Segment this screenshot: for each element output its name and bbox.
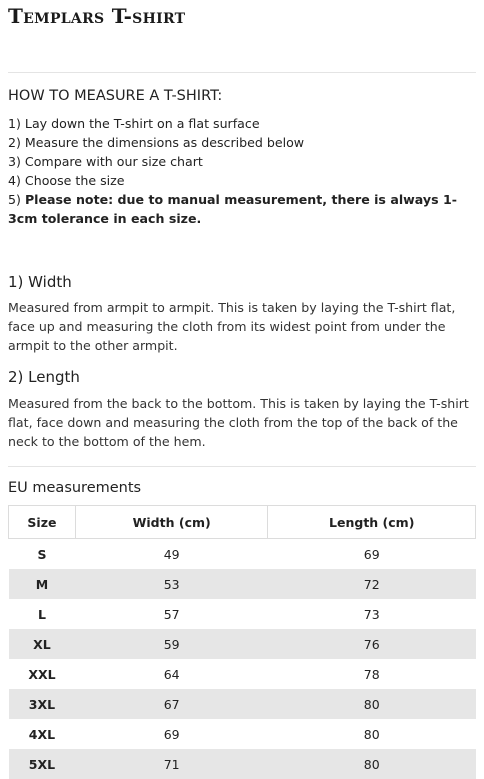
eu-measurements-heading: EU measurements: [8, 480, 142, 496]
cell-size: XL: [9, 629, 76, 659]
steps-list: [8, 114, 470, 228]
table-row: [9, 689, 476, 719]
cell-width: 71: [75, 749, 268, 779]
cell-width: 69: [163, 726, 180, 742]
cell-width: 53: [75, 569, 268, 599]
table-row: [9, 719, 476, 749]
cell-length: 78: [363, 666, 380, 682]
cell-size: L: [37, 606, 46, 622]
cell-length: 69: [363, 546, 380, 562]
cell-length: 76: [268, 629, 476, 659]
header-length: Length (cm): [268, 506, 476, 539]
table-header-row: [9, 506, 476, 539]
table-row: [9, 749, 476, 779]
cell-width: 59: [75, 629, 268, 659]
cell-width: 49: [163, 546, 180, 562]
cell-size: 4XL: [28, 726, 56, 742]
divider: [8, 72, 476, 73]
cell-length: 72: [268, 569, 476, 599]
table-row: [9, 659, 476, 689]
cell-width: 57: [163, 606, 180, 622]
step-item: 3) Compare with our size chart: [8, 154, 203, 169]
cell-width: 67: [75, 689, 268, 719]
how-to-heading: HOW TO MEASURE A T-SHIRT:: [8, 88, 223, 104]
width-heading: 1) Width: [8, 273, 72, 291]
table-row: [9, 569, 476, 599]
cell-size: M: [9, 569, 76, 599]
width-description: Measured from armpit to armpit. This is taken by laying the T-shirt flat, face up and measuring the cloth from its widest point from under the armpit to the other armpit.: [8, 300, 456, 353]
cell-length: 80: [363, 726, 380, 742]
table-row: [9, 539, 476, 570]
cell-size: S: [37, 546, 47, 562]
header-size: Size: [9, 506, 76, 539]
table-row: [9, 599, 476, 629]
cell-length: 73: [363, 606, 380, 622]
divider: [8, 466, 476, 467]
cell-size: 5XL: [9, 749, 76, 779]
table-row: [9, 629, 476, 659]
cell-length: 80: [268, 689, 476, 719]
note-prefix: 5): [8, 192, 25, 207]
cell-size: 3XL: [9, 689, 76, 719]
step-item: 2) Measure the dimensions as described below: [8, 135, 305, 150]
cell-width: 64: [163, 666, 180, 682]
step-item: 4) Choose the size: [8, 173, 125, 188]
step-item: 1) Lay down the T-shirt on a flat surface: [8, 116, 260, 131]
length-description: Measured from the back to the bottom. This is taken by laying the T-shirt flat, face down and measuring the cloth from the top of the back of the neck to the bottom of the hem.: [8, 396, 469, 449]
page-title: Templars T-shirt: [8, 4, 186, 28]
step-note: [8, 190, 470, 228]
cell-length: 80: [268, 749, 476, 779]
size-table: [8, 505, 476, 779]
cell-size: XXL: [28, 666, 56, 682]
length-heading: 2) Length: [8, 368, 80, 386]
header-width: Width (cm): [75, 506, 268, 539]
note-bold: Please note: due to manual measurement, there is always 1-3cm tolerance in each size.: [8, 192, 457, 226]
